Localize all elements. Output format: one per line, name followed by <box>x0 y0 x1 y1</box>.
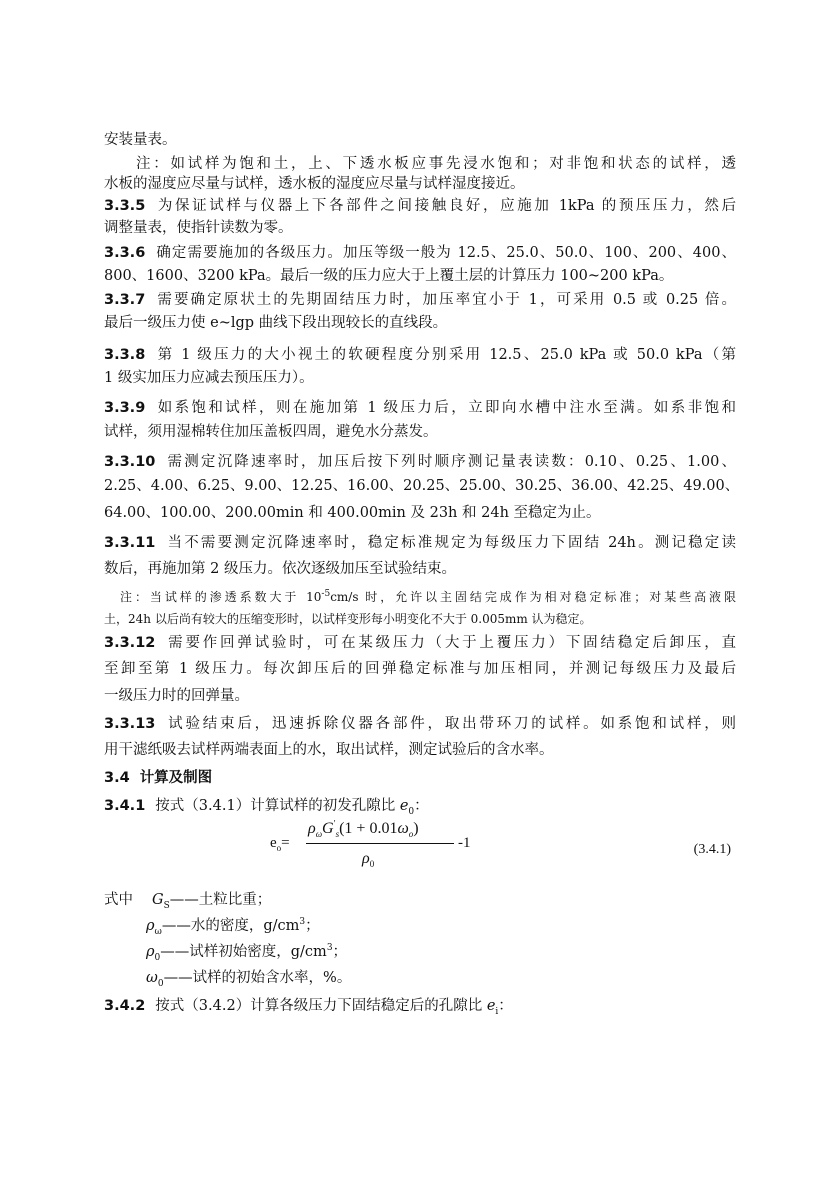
text-line: 数后，再施加第 2 级压力。依次逐级加压至试验结束。 <box>104 561 456 577</box>
clause-number: 3.3.10 <box>104 454 156 470</box>
formula-minus-one: -1 <box>458 835 471 851</box>
text-line: 最后一级压力使 e~lgp 曲线下段出现较长的直线段。 <box>104 315 448 331</box>
fraction-bar <box>306 843 454 844</box>
note-line: 注：如试样为饱和土，上、下透水板应事先浸水饱和；对非饱和状态的试样，透 <box>136 156 736 172</box>
void-ratio-formula <box>270 820 670 880</box>
clause-number: 3.3.13 <box>104 716 156 732</box>
clause-3-3-13: 3.3.13 试验结束后，迅速拆除仪器各部件，取出带环刀的试样。如系饱和试样，则 <box>104 716 736 732</box>
clause-3-3-9: 3.3.9 如系饱和试样，则在施加第 1 级压力后，立即向水槽中注水至满。如系非饱和 <box>104 400 736 416</box>
section-number: 3.4 <box>104 770 130 786</box>
formula-denominator: $\rho_0$ <box>362 850 375 870</box>
text-line: 2.25、4.00、6.25、9.00、12.25、16.00、20.25、25.00、30.25、36.00、42.25、49.00、 <box>104 478 740 494</box>
clause-number: 3.3.7 <box>104 292 146 308</box>
definition-initial-density: $\rho_0——$试样初始密度，$g/cm^3$； <box>146 943 348 963</box>
text-line: 1 级实加压力应减去预压压力）。 <box>104 370 314 386</box>
clause-3-4-1: 3.4.1 按式（3.4.1）计算试样的初发孔隙比 $e_0$： <box>104 798 429 817</box>
clause-3-3-10: 3.3.10 需测定沉降速率时，加压后按下列时顺序测记量表读数：0.10、0.25、1.00、 <box>104 454 736 470</box>
text-line: 安装量表。 <box>104 132 177 148</box>
definition-water-density: $\rho_\omega——$水的密度，$g/cm^3$； <box>146 917 320 937</box>
text-line: 试样，须用湿棉转住加压盖板四周，避免水分蒸发。 <box>104 424 438 440</box>
clause-number: 3.3.5 <box>104 198 146 214</box>
clause-number: 3.3.8 <box>104 347 146 363</box>
text-line: 800、1600、3200 kPa。最后一级的压力应大于上覆土层的计算压力 100~200 kPa。 <box>104 268 674 284</box>
formula-numerator: $\rho_\omega G'_s(1 + 0.01\omega_o)$ <box>308 818 419 840</box>
small-note-line: 注：当试样的渗透系数大于 $10^{-5}cm/s$ 时，允许以主固结完成作为相对稳定标准；对某些高液限 <box>120 589 736 604</box>
clause-number: 3.3.6 <box>104 245 146 261</box>
definition-initial-water-content: $\omega_0——$试样的初始含水率，%。 <box>146 970 352 989</box>
clause-3-3-5: 3.3.5 为保证试样与仪器上下各部件之间接触良好，应施加 1kPa 的预压压力，然后 <box>104 198 736 214</box>
clause-3-3-6: 3.3.6 确定需要施加的各级压力。加压等级一般为 12.5、25.0、50.0、100、200、400、 <box>104 245 736 261</box>
formula-lhs: $e_o=$ <box>270 835 290 853</box>
text-line: 至卸至第 1 级压力。每次卸压后的回弹稳定标准与加压相同，并测记每级压力及最后 <box>104 661 736 677</box>
clause-3-3-12: 3.3.12 需要作回弹试验时，可在某级压力（大于上覆压力）下固结稳定后卸压，直 <box>104 635 736 651</box>
clause-3-3-8: 3.3.8 第 1 级压力的大小视土的软硬程度分别采用 12.5、25.0 kPa 或 50.0 kPa（第 <box>104 347 736 363</box>
note-line: 水板的湿度应尽量与试样，透水板的湿度应尽量与试样湿度接近。 <box>104 176 525 192</box>
clause-number: 3.3.12 <box>104 635 156 651</box>
clause-number: 3.4.2 <box>104 998 146 1014</box>
text-line: 用干滤纸吸去试样两端表面上的水，取出试样，测定试验后的含水率。 <box>104 742 554 758</box>
small-note-line: 土，24h 以后尚有较大的压缩变形时，以试样变形每小明变化不大于 0.005mm 认为稳定。 <box>104 612 592 626</box>
clause-3-3-11: 3.3.11 当不需要测定沉降速率时，稳定标准规定为每级压力下固结 24h。测记稳定读 <box>104 535 736 551</box>
text-line: 一级压力时的回弹量。 <box>104 688 249 704</box>
clause-3-4-2: 3.4.2 按式（3.4.2）计算各级压力下固结稳定后的孔隙比 $e_i$： <box>104 998 513 1017</box>
clause-3-3-7: 3.3.7 需要确定原状土的先期固结压力时，加压率宜小于 1，可采用 0.5 或 0.25 倍。 <box>104 292 736 308</box>
section-heading <box>104 768 736 788</box>
clause-number: 3.3.11 <box>104 535 156 551</box>
definition-specific-gravity: $G_S——$土粒比重； <box>152 892 272 911</box>
text-line: 调整量表，使指针读数为零。 <box>104 220 293 236</box>
text-line: 64.00、100.00、200.00min 和 400.00min 及 23h 和 24h 至稳定为止。 <box>104 505 601 521</box>
clause-number: 3.3.9 <box>104 400 146 416</box>
clause-number: 3.4.1 <box>104 798 146 814</box>
equation-number: (3.4.1) <box>693 842 731 857</box>
section-title: 计算及制图 <box>139 769 213 786</box>
where-label: 式中 <box>104 892 133 908</box>
